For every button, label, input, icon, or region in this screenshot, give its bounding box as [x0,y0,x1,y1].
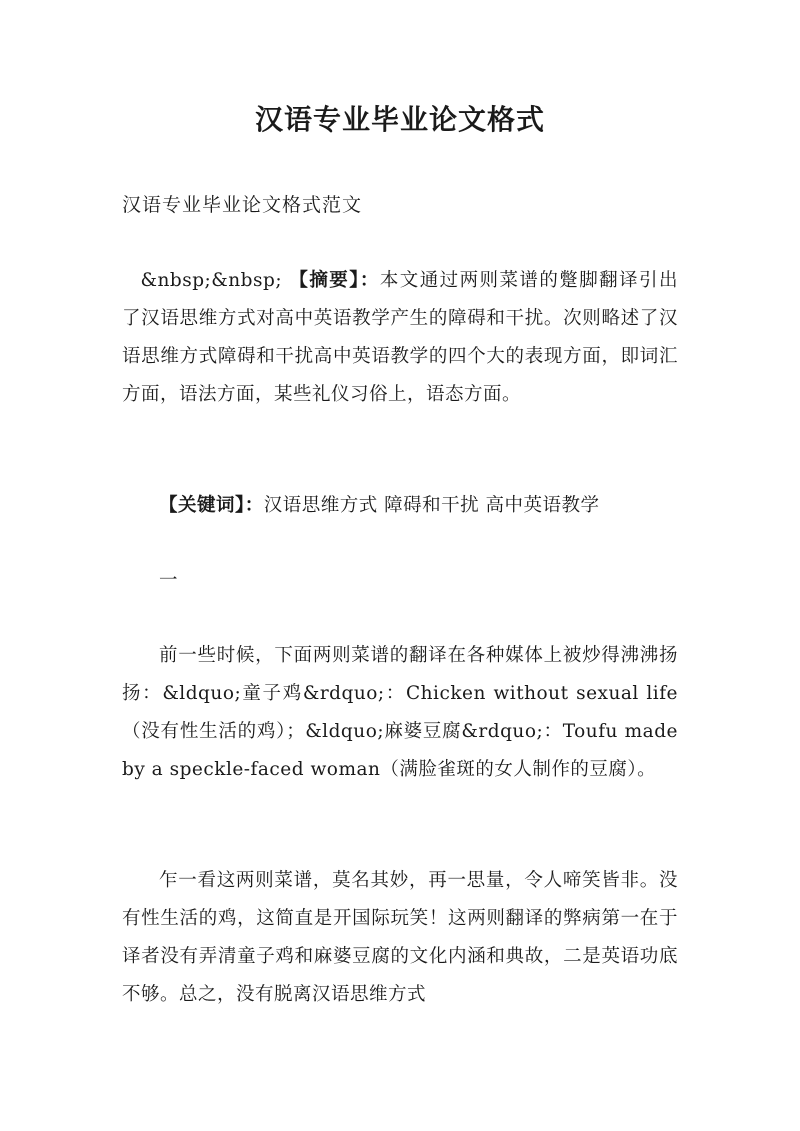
abstract-text: 本文通过两则菜谱的蹩脚翻译引出了汉语思维方式对高中英语教学产生的障碍和干扰。次则略述了汉语思维方式障碍和干扰高中英语教学的四个大的表现方面，即词汇方面，语法方面，某些礼仪习俗上，语态方面。 [122,270,678,405]
document-subtitle: 汉语专业毕业论文格式范文 [122,194,363,216]
body-paragraph: 乍一看这两则菜谱，莫名其妙，再一思量，令人啼笑皆非。没有性生活的鸡，这简直是开国际玩笑！这两则翻译的弊病第一在于译者没有弄清童子鸡和麻婆豆腐的文化内涵和典故，二是英语功底不够。总之，没有脱离汉语思维方式 [122,870,678,1005]
document-title: 汉语专业毕业论文格式 [254,103,545,136]
body-paragraph: 前一些时候，下面两则菜谱的翻译在各种媒体上被炒得沸沸扬扬：&ldquo;童子鸡&rdquo;：Chicken without sexual life （没有性生活的鸡）；&ldquo;麻婆豆腐&rdquo;：Toufu made by a speckle-faced woman（满脸雀斑的女人制作的豆腐）。 [122,645,678,780]
keywords-label: 【关键词】： [159,495,264,516]
keywords-paragraph [122,487,678,525]
keywords-text: 汉语思维方式 障碍和干扰 高中英语教学 [263,495,600,516]
abstract-label: 【摘要】： [289,270,380,291]
section-heading: 一 [159,570,179,591]
abstract-paragraph [122,262,678,414]
abstract-prefix: &nbsp;&nbsp; [140,270,290,291]
